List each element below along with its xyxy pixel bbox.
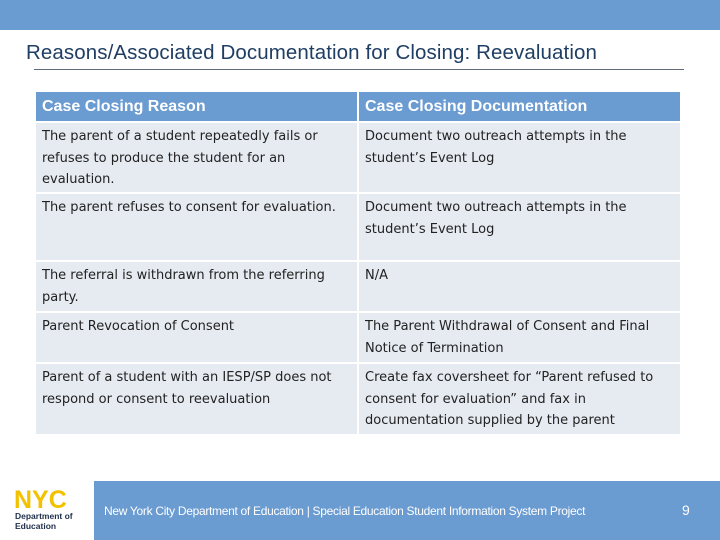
table-header-row [36,92,680,123]
nyc-doe-logo [12,486,88,532]
documentation-cell: Create fax coversheet for “Parent refused to consent for evaluation” and fax in documentation supplied by the parent [359,364,680,436]
documentation-cell: Document two outreach attempts in the student’s Event Log [359,194,680,262]
documentation-cell: The Parent Withdrawal of Consent and Final Notice of Termination [359,313,680,364]
header-case-closing-reason: Case Closing Reason [36,92,357,123]
table-row [36,194,680,262]
slide-title: Reasons/Associated Documentation for Closing: Reevaluation [26,41,598,64]
reason-cell: Parent of a student with an IESP/SP does not respond or consent to reevaluation [36,364,357,436]
logo-nyc-text: NYC [14,486,67,514]
documentation-cell: Document two outreach attempts in the student’s Event Log [359,123,680,194]
documentation-cell: N/A [359,262,680,313]
header-case-closing-documentation: Case Closing Documentation [359,92,680,123]
table-row [36,313,680,364]
table-row [36,262,680,313]
reason-cell: The parent of a student repeatedly fails or refuses to produce the student for an evaluation. [36,123,357,194]
reason-cell: The parent refuses to consent for evaluation. [36,194,357,262]
table-row [36,123,680,194]
page-number: 9 [682,502,690,518]
logo-dept-line2: Education [15,521,57,531]
closing-reasons-table [34,92,682,436]
top-accent-bar [0,0,720,30]
reason-cell: The referral is withdrawn from the referring party. [36,262,357,313]
title-divider [34,69,684,70]
table-row [36,364,680,436]
logo-dept-line1: Department of [15,511,73,521]
reason-cell: Parent Revocation of Consent [36,313,357,364]
footer-text: New York City Department of Education | Special Education Student Information System Project [104,504,586,518]
